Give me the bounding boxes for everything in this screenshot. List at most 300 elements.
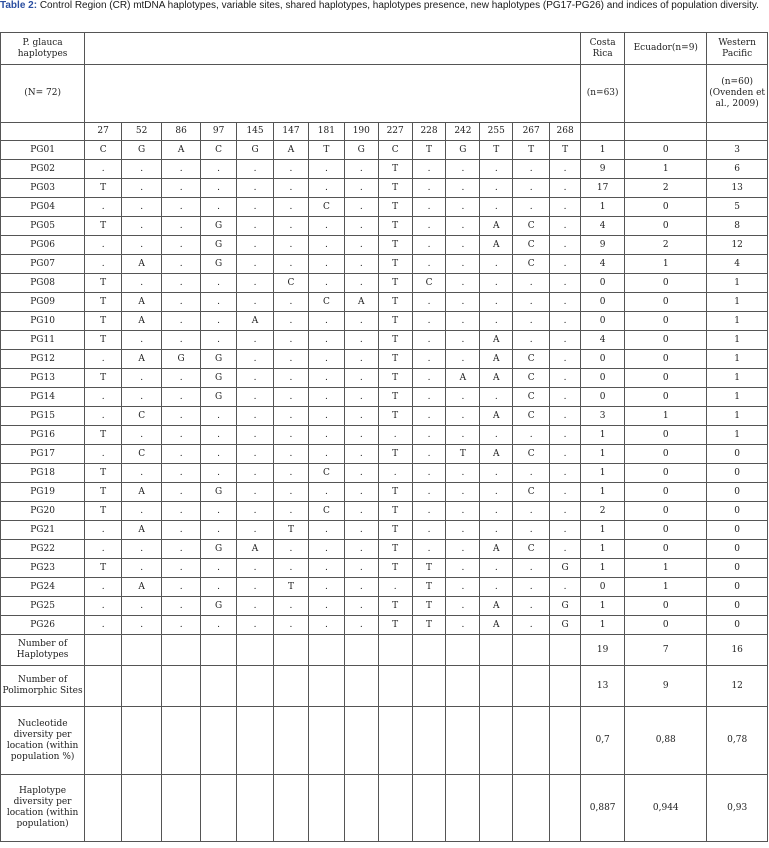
site-cell: T — [378, 521, 412, 540]
site-cell: A — [480, 597, 513, 616]
site-cell: . — [162, 597, 201, 616]
site-cell: . — [237, 616, 274, 635]
site-cell: T — [378, 540, 412, 559]
site-cell: . — [237, 236, 274, 255]
ecuador-count: 1 — [625, 160, 707, 179]
site-cell: . — [274, 597, 309, 616]
site-cell: . — [412, 540, 446, 559]
western-pacific-n: (n=60) (Ovenden et al., 2009) — [707, 65, 768, 123]
site-cell: . — [480, 426, 513, 445]
costa-rica-count: 1 — [581, 521, 625, 540]
summary-blank-cell — [122, 775, 162, 842]
site-cell: . — [85, 597, 122, 616]
summary-blank-cell — [237, 775, 274, 842]
site-cell: . — [122, 160, 162, 179]
site-cell: G — [201, 255, 237, 274]
summary-blank-cell — [344, 666, 378, 707]
site-cell: . — [201, 160, 237, 179]
summary-label: Number of Polimorphic Sites — [1, 666, 85, 707]
site-cell: G — [201, 540, 237, 559]
site-cell: . — [344, 179, 378, 198]
site-cell: . — [274, 445, 309, 464]
summary-blank-cell — [122, 635, 162, 666]
site-cell: . — [308, 274, 344, 293]
site-cell: . — [237, 597, 274, 616]
site-cell: C — [274, 274, 309, 293]
site-cell: . — [513, 464, 550, 483]
site-cell: T — [85, 217, 122, 236]
site-cell: . — [237, 369, 274, 388]
site-cell: T — [378, 445, 412, 464]
haplotype-id: PG16 — [1, 426, 85, 445]
site-cell: C — [513, 388, 550, 407]
site-cell: . — [412, 426, 446, 445]
haplotype-id: PG19 — [1, 483, 85, 502]
costa-rica-summary: 0,887 — [581, 775, 625, 842]
site-cell: A — [480, 407, 513, 426]
site-cell: A — [122, 312, 162, 331]
site-cell: . — [237, 445, 274, 464]
costa-rica-count: 1 — [581, 426, 625, 445]
site-cell: C — [513, 540, 550, 559]
site-cell: . — [344, 236, 378, 255]
site-cell: . — [412, 502, 446, 521]
site-cell: . — [308, 369, 344, 388]
ecuador-count: 0 — [625, 426, 707, 445]
site-cell: . — [201, 312, 237, 331]
site-cell: . — [412, 293, 446, 312]
site-cell: A — [122, 578, 162, 597]
site-cell: . — [237, 407, 274, 426]
summary-blank-cell — [85, 707, 122, 775]
western-pacific-count: 3 — [707, 141, 768, 160]
western-pacific-count: 0 — [707, 521, 768, 540]
site-cell: C — [122, 445, 162, 464]
site-cell: . — [85, 616, 122, 635]
summary-blank-cell — [378, 775, 412, 842]
site-cell: . — [480, 312, 513, 331]
site-cell: . — [344, 312, 378, 331]
costa-rica-summary: 19 — [581, 635, 625, 666]
site-cell: T — [378, 559, 412, 578]
haplotype-id: PG21 — [1, 521, 85, 540]
site-cell: . — [513, 521, 550, 540]
haplotype-id: PG04 — [1, 198, 85, 217]
site-cell: . — [480, 274, 513, 293]
ecuador-count: 1 — [625, 559, 707, 578]
ecuador-count: 1 — [625, 578, 707, 597]
site-cell: T — [378, 198, 412, 217]
site-cell: T — [378, 217, 412, 236]
site-cell: C — [513, 217, 550, 236]
summary-blank-cell — [201, 635, 237, 666]
western-pacific-count: 0 — [707, 502, 768, 521]
site-cell: . — [412, 312, 446, 331]
site-cell: G — [201, 597, 237, 616]
site-cell: T — [378, 597, 412, 616]
site-cell: . — [274, 293, 309, 312]
site-position-255: 255 — [480, 123, 513, 141]
ecuador-count: 0 — [625, 331, 707, 350]
haplotype-id: PG24 — [1, 578, 85, 597]
summary-row — [1, 775, 768, 842]
site-cell: . — [550, 502, 581, 521]
summary-blank-cell — [344, 635, 378, 666]
site-cell: . — [274, 179, 309, 198]
site-cell: . — [122, 616, 162, 635]
site-cell: . — [274, 255, 309, 274]
site-cell: . — [237, 198, 274, 217]
site-cell: . — [237, 464, 274, 483]
western-pacific-count: 1 — [707, 350, 768, 369]
site-cell: . — [85, 160, 122, 179]
site-cell: C — [412, 274, 446, 293]
site-cell: . — [308, 217, 344, 236]
summary-blank-cell — [378, 635, 412, 666]
site-cell: . — [446, 426, 480, 445]
site-cell: . — [550, 483, 581, 502]
summary-blank-cell — [550, 666, 581, 707]
site-cell: . — [237, 179, 274, 198]
site-cell: . — [274, 388, 309, 407]
site-cell: T — [378, 236, 412, 255]
haplotype-row — [1, 350, 768, 369]
haplotype-row — [1, 445, 768, 464]
site-cell: A — [237, 540, 274, 559]
site-cell: . — [446, 578, 480, 597]
site-cell: . — [344, 483, 378, 502]
summary-blank-cell — [480, 666, 513, 707]
site-cell: . — [162, 236, 201, 255]
summary-blank-cell — [412, 775, 446, 842]
site-cell: . — [446, 483, 480, 502]
site-cell: . — [344, 217, 378, 236]
site-cell: G — [201, 236, 237, 255]
site-cell: . — [513, 502, 550, 521]
summary-blank-cell — [162, 707, 201, 775]
site-cell: . — [85, 578, 122, 597]
site-cell: A — [480, 350, 513, 369]
site-cell: . — [513, 331, 550, 350]
haplotype-id: PG01 — [1, 141, 85, 160]
ecuador-header: Ecuador(n=9) — [625, 33, 707, 65]
haplotype-row — [1, 369, 768, 388]
site-position-181: 181 — [308, 123, 344, 141]
haplotype-row — [1, 483, 768, 502]
costa-rica-count: 0 — [581, 388, 625, 407]
site-cell: C — [513, 445, 550, 464]
summary-blank-cell — [274, 666, 309, 707]
costa-rica-count: 4 — [581, 217, 625, 236]
site-cell: . — [308, 388, 344, 407]
ecuador-summary: 0,88 — [625, 707, 707, 775]
summary-blank-cell — [480, 707, 513, 775]
summary-blank-cell — [513, 635, 550, 666]
summary-blank-cell — [162, 666, 201, 707]
site-cell: . — [308, 445, 344, 464]
site-cell: G — [201, 217, 237, 236]
western-pacific-count: 8 — [707, 217, 768, 236]
site-cell: . — [513, 578, 550, 597]
western-pacific-header: Western Pacific — [707, 33, 768, 65]
ecuador-count: 1 — [625, 255, 707, 274]
costa-rica-count: 0 — [581, 274, 625, 293]
costa-rica-count: 1 — [581, 198, 625, 217]
haplotype-row — [1, 179, 768, 198]
site-cell: . — [237, 388, 274, 407]
site-cell: . — [237, 274, 274, 293]
ecuador-summary: 7 — [625, 635, 707, 666]
site-cell: . — [480, 388, 513, 407]
haplotype-id: PG20 — [1, 502, 85, 521]
summary-blank-cell — [550, 635, 581, 666]
site-cell: . — [550, 179, 581, 198]
site-cell: . — [308, 179, 344, 198]
site-cell: . — [344, 255, 378, 274]
site-cell: T — [378, 616, 412, 635]
site-cell: G — [237, 141, 274, 160]
western-pacific-pos-blank — [707, 123, 768, 141]
western-pacific-summary: 12 — [707, 666, 768, 707]
site-cell: . — [237, 217, 274, 236]
summary-blank-cell — [378, 707, 412, 775]
haplotype-row — [1, 255, 768, 274]
ecuador-count: 0 — [625, 521, 707, 540]
summary-blank-cell — [412, 666, 446, 707]
haplotype-id: PG22 — [1, 540, 85, 559]
ecuador-summary: 0,944 — [625, 775, 707, 842]
western-pacific-count: 0 — [707, 445, 768, 464]
site-cell: . — [446, 274, 480, 293]
site-cell: T — [378, 483, 412, 502]
site-cell: . — [85, 198, 122, 217]
site-cell: . — [412, 407, 446, 426]
ecuador-pos-blank — [625, 123, 707, 141]
site-cell: C — [378, 141, 412, 160]
ecuador-count: 0 — [625, 274, 707, 293]
site-cell: . — [550, 521, 581, 540]
site-cell: G — [201, 369, 237, 388]
summary-blank-cell — [274, 775, 309, 842]
site-cell: . — [162, 255, 201, 274]
caption-label: Table 2: — [0, 0, 38, 11]
site-cell: . — [513, 160, 550, 179]
ecuador-count: 0 — [625, 217, 707, 236]
summary-blank-cell — [122, 666, 162, 707]
site-cell: . — [201, 464, 237, 483]
costa-rica-count: 1 — [581, 616, 625, 635]
site-cell: . — [513, 293, 550, 312]
summary-blank-cell — [378, 666, 412, 707]
costa-rica-count: 1 — [581, 597, 625, 616]
haplotype-row — [1, 217, 768, 236]
site-cell: . — [237, 559, 274, 578]
haplotype-row — [1, 426, 768, 445]
site-position-145: 145 — [237, 123, 274, 141]
summary-blank-cell — [308, 666, 344, 707]
site-cell: . — [480, 502, 513, 521]
site-cell: . — [344, 331, 378, 350]
haplotype-id: PG02 — [1, 160, 85, 179]
site-cell: . — [274, 350, 309, 369]
site-cell: . — [378, 464, 412, 483]
sites-header-blank-2 — [85, 65, 581, 123]
haplotype-id: PG23 — [1, 559, 85, 578]
site-cell: . — [122, 559, 162, 578]
site-cell: . — [513, 179, 550, 198]
site-cell: . — [344, 445, 378, 464]
site-cell: T — [412, 141, 446, 160]
summary-blank-cell — [308, 707, 344, 775]
costa-rica-summary: 13 — [581, 666, 625, 707]
haplotype-row — [1, 331, 768, 350]
haplotype-row — [1, 407, 768, 426]
site-cell: . — [550, 293, 581, 312]
site-cell: . — [513, 198, 550, 217]
haplotype-id: PG12 — [1, 350, 85, 369]
haplotype-id: PG14 — [1, 388, 85, 407]
site-cell: . — [446, 198, 480, 217]
site-cell: T — [412, 559, 446, 578]
site-cell: . — [550, 578, 581, 597]
total-n: (N= 72) — [1, 65, 85, 123]
site-cell: . — [274, 616, 309, 635]
site-cell: T — [85, 274, 122, 293]
ecuador-count: 0 — [625, 369, 707, 388]
site-position-228: 228 — [412, 123, 446, 141]
costa-rica-count: 1 — [581, 141, 625, 160]
site-cell: . — [85, 236, 122, 255]
western-pacific-count: 1 — [707, 426, 768, 445]
site-cell: . — [550, 160, 581, 179]
haplotype-row — [1, 540, 768, 559]
ecuador-count: 0 — [625, 350, 707, 369]
site-cell: C — [308, 198, 344, 217]
site-cell: . — [162, 293, 201, 312]
ecuador-count: 0 — [625, 293, 707, 312]
site-cell: G — [201, 483, 237, 502]
site-cell: . — [513, 616, 550, 635]
site-cell: T — [378, 312, 412, 331]
haplotype-table — [0, 32, 768, 842]
site-cell: T — [274, 521, 309, 540]
summary-blank-cell — [162, 635, 201, 666]
site-cell: C — [513, 483, 550, 502]
western-pacific-count: 6 — [707, 160, 768, 179]
site-cell: . — [480, 521, 513, 540]
site-cell: C — [513, 255, 550, 274]
summary-blank-cell — [513, 775, 550, 842]
site-cell: T — [378, 407, 412, 426]
summary-blank-cell — [446, 666, 480, 707]
haplotype-row — [1, 160, 768, 179]
haplotype-row — [1, 198, 768, 217]
site-cell: . — [85, 255, 122, 274]
site-cell: . — [201, 616, 237, 635]
summary-label: Number of Haplotypes — [1, 635, 85, 666]
site-position-27: 27 — [85, 123, 122, 141]
site-cell: . — [446, 559, 480, 578]
sites-header-blank — [85, 33, 581, 65]
site-cell: . — [237, 483, 274, 502]
site-cell: G — [201, 388, 237, 407]
site-cell: . — [344, 502, 378, 521]
site-cell: . — [344, 559, 378, 578]
western-pacific-count: 0 — [707, 616, 768, 635]
site-cell: . — [412, 388, 446, 407]
site-cell: . — [344, 578, 378, 597]
site-cell: . — [201, 293, 237, 312]
ecuador-count: 2 — [625, 179, 707, 198]
site-cell: C — [513, 350, 550, 369]
site-cell: . — [446, 160, 480, 179]
site-cell: . — [446, 521, 480, 540]
haplotype-row — [1, 616, 768, 635]
site-cell: T — [85, 559, 122, 578]
site-cell: T — [85, 426, 122, 445]
site-cell: G — [550, 616, 581, 635]
costa-rica-count: 9 — [581, 160, 625, 179]
site-cell: . — [308, 160, 344, 179]
site-cell: . — [412, 198, 446, 217]
site-cell: T — [446, 445, 480, 464]
costa-rica-count: 1 — [581, 483, 625, 502]
costa-rica-count: 0 — [581, 312, 625, 331]
site-cell: . — [308, 559, 344, 578]
site-position-268: 268 — [550, 123, 581, 141]
site-cell: A — [344, 293, 378, 312]
site-cell: T — [550, 141, 581, 160]
western-pacific-count: 12 — [707, 236, 768, 255]
summary-blank-cell — [85, 635, 122, 666]
haplotype-id: PG18 — [1, 464, 85, 483]
site-cell: T — [85, 464, 122, 483]
site-cell: . — [237, 293, 274, 312]
site-cell: . — [550, 407, 581, 426]
site-cell: . — [308, 483, 344, 502]
western-pacific-count: 4 — [707, 255, 768, 274]
site-cell: . — [446, 597, 480, 616]
site-cell: T — [85, 312, 122, 331]
site-cell: . — [344, 388, 378, 407]
site-cell: A — [162, 141, 201, 160]
site-cell: . — [446, 350, 480, 369]
site-cell: . — [412, 160, 446, 179]
site-cell: . — [201, 426, 237, 445]
ecuador-count: 0 — [625, 312, 707, 331]
summary-row — [1, 707, 768, 775]
site-cell: . — [85, 388, 122, 407]
site-cell: T — [480, 141, 513, 160]
site-cell: . — [513, 426, 550, 445]
site-cell: . — [378, 578, 412, 597]
haplotype-row — [1, 293, 768, 312]
site-cell: . — [308, 521, 344, 540]
site-cell: . — [412, 255, 446, 274]
haplotype-id: PG08 — [1, 274, 85, 293]
summary-blank-cell — [162, 775, 201, 842]
site-cell: . — [550, 274, 581, 293]
site-cell: . — [446, 331, 480, 350]
site-cell: . — [550, 217, 581, 236]
haplotype-id: PG11 — [1, 331, 85, 350]
haplotype-id: PG09 — [1, 293, 85, 312]
site-cell: . — [412, 369, 446, 388]
site-cell: . — [162, 616, 201, 635]
haplotype-id: PG06 — [1, 236, 85, 255]
haplotype-row — [1, 464, 768, 483]
site-cell: C — [308, 502, 344, 521]
